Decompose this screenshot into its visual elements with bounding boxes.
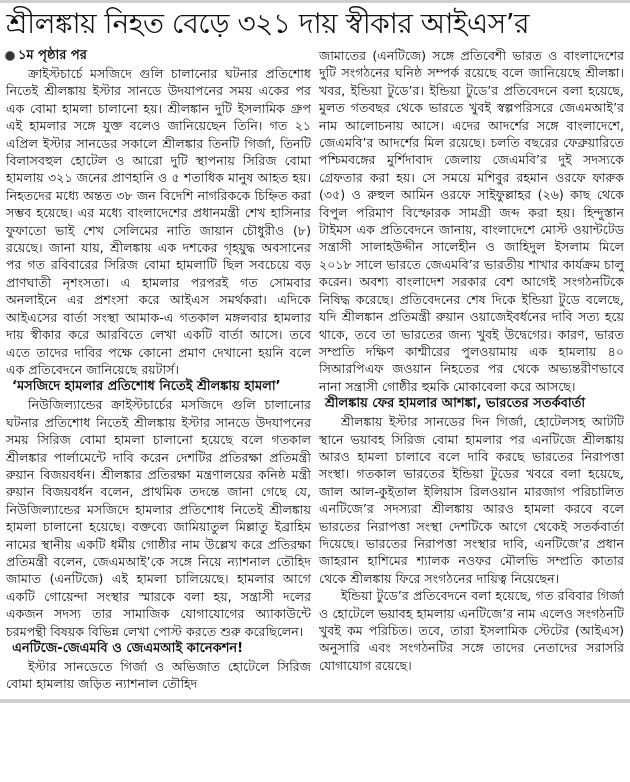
headline: শ্রীলঙ্কায় নিহত বেড়ে ৩২১ দায় স্বীকার আইএস’র: [6, 7, 530, 40]
continued-from-text: ১ম পৃষ্ঠার পর: [18, 48, 87, 63]
left-subhead-1: ‘মসজিদে হামলার প্রতিশোধ নিতেই শ্রীলঙ্কায় হামলা’: [12, 379, 281, 395]
continued-from-label: [6, 47, 311, 65]
right-paragraph-2: শ্রীলঙ্কায় ইস্টার সানডের দিন গির্জা, হোটেলসহ আটটি স্থানে ভয়াবহ সিরিজ বোমা হামলার পর এনটিজে শ্রীলঙ্কায় আরও হামলা চালাবে বলে দাবি করছে ভারতের নিরাপত্তা সংস্থা। গতকাল ভারতের ইন্ডিয়া টুডের খবরে বলা হয়েছে, জাল আল-কুইতাল ইলিয়াস রিলওয়ান মারজাগ পরিচালিত এনটিজে’র সদস্যরা শ্রীলঙ্কায় আরও হামলা করবে বলে ভারতের নিরাপত্তা সংস্থা দেশটিকে আগে থেকেই সতর্কবার্তা দিয়েছে। ভারতের নিরাপত্তা সংস্থার দাবি, এনটিজে’র প্রধান জাহরান হাশিমের শ্যালক নওফর মৌলভি সম্প্রতি কাতার থেকে শ্রীলঙ্কায় ফিরে সংগঠনের দায়িত্ব নিয়েছেন।: [319, 414, 624, 586]
left-column: [6, 47, 311, 693]
bullet-icon: [6, 52, 14, 60]
left-paragraph-1: ক্রাইস্টচার্চে মসজিদে গুলি চালানোর ঘটনার প্রতিশোধ নিতেই শ্রীলঙ্কায় ইস্টার সানডে উদযাপনের সময় একের পর এক বোমা হামলা চালানো হয়। শ্রীলঙ্কান দুটি ইসলামিক গ্রুপ এই হামলার সঙ্গে যুক্ত বলেও জানিয়েছেন তিনি। গত ২১ এপ্রিল ইস্টার সানডের সকালে শ্রীলঙ্কার তিনটি গির্জা, তিনটি বিলাসবহুল হোটেল ও আরো দুটি স্থাপনায় সিরিজ বোমা হামলায় ৩২১ জনের প্রাণহানি ও ৫ শতাধিক মানুষ আহত হয়। নিহতদের মধ্যে অন্তত ৩৮ জন বিদেশি নাগরিককে চিহ্নিত করা সম্ভব হয়েছে। এর মধ্যে বাংলাদেশের প্রধানমন্ত্রী শেখ হাসিনার ফুফাতো ভাই শেখ সেলিমের নাতি জায়ান চৌধুরীও (৮) রয়েছে। জানা যায়, শ্রীলঙ্কায় এক দশকের গৃহযুদ্ধ অবসানের পর গত রবিবারের সিরিজ বোমা হামলাটি ছিল সবচেয়ে বড় প্রাণঘাতী নৃশংসতা। এ হামলার পরপরই গত সোমবার অনলাইনে এর প্রশংসা করে আইএস সমর্থকরা। এদিকে আইএসের বার্তা সংস্থা আমাক-এ গতকাল মঙ্গলবার হামলার দায় স্বীকার করে আরবিতে লেখা একটি বার্তা আসে। তবে এতে তাদের দাবির পক্ষে কোনো প্রমাণ দেখানো হয়নি বলে এক প্রতিবেদনে জানিয়েছে রয়টার্স।: [6, 66, 311, 377]
left-paragraph-2: নিউজিল্যান্ডের ক্রাইস্টচার্চের মসজিদে গুলি চালানোর ঘটনার প্রতিশোধ নিতেই শ্রীলঙ্কায় ইস্টার সানডে উদযাপনের সময় সিরিজ বোমা হামলা চালানো হয়েছে বলে গতকাল শ্রীলঙ্কার পার্লামেন্টে দাবি করেন দেশটির প্রতিরক্ষা প্রতিমন্ত্রী রুয়ান বিজয়বর্ধন। শ্রীলঙ্কার প্রতিরক্ষা মন্ত্রণালয়ের কনিষ্ঠ মন্ত্রী রুয়ান বিজয়বর্ধন বলেন, প্রাথমিক তদন্তে জানা গেছে যে, নিউজিল্যান্ডের মসজিদে হামলার প্রতিশোধ নিতেই শ্রীলঙ্কায় হামলা চালানো হয়েছে। বক্তব্যে জামিয়াতুল মিল্লাতু ইব্রাহিম নামের স্থানীয় একটি ধর্মীয় গোষ্ঠীর নাম উল্লেখ করে প্রতিরক্ষা প্রতিমন্ত্রী বলেন, জেএমআই’কে সঙ্গে নিয়ে ন্যাশনাল তৌহিদ জামাত (এনটিজে) এই হামলা চালিয়েছে। হামলার আগে একটি গোয়েন্দা সংস্থার স্মারকে বলা হয়, সন্ত্রাসী দলের একজন সদস্য তার সামাজিক যোগাযোগের অ্যাকাউন্টে চরমপন্থী বিষয়ক বিভিন্ন লেখা পোস্ট করতে শুরু করেছিলেন।: [6, 397, 311, 639]
right-paragraph-1: জামাতের (এনটিজে) সঙ্গে প্রতিবেশী ভারত ও বাংলাদেশের দুটি সংগঠনের ঘনিষ্ঠ সম্পর্ক রয়েছে বলে জানিয়েছে শ্রীলঙ্কা। খবর, ইন্ডিয়া টুডে’র। ইন্ডিয়া টুডে’র প্রতিবেদনে বলা হয়েছে, মুলত গতবছর থেকে ভারতে খুবই স্বল্পপরিসরে জেএমআই’র নাম আলোচনায় আসে। এদের আদর্শের সঙ্গে বাংলাদেশে, জেএমবি’র আদর্শের মিল রয়েছে। চলতি বছরের ফেব্রুয়ারিতে পশ্চিমবঙ্গের মুর্শিদাবাদ জেলায় জেএমবি’র দুই সদস্যকে গ্রেফতার করা হয়। সে সময়ে মশিবুর রহমান ওরফে ফারুক (৩৫) ও রুহুল আমিন ওরফে সাইফুল্লাহর (২৬) কাছ থেকে বিপুল পরিমাণ বিস্ফোরক সামগ্রী জব্দ করা হয়। হিন্দুস্তান টাইমস এক প্রতিবেদনে জানায়, বাংলাদেশে মোস্ট ওয়ান্টটেড সন্ত্রাসী সালাহউদ্দীন সালেহীন ও জাহিদুল ইসলাম মিলে ২০১৮ সালে ভারতে জেএমবি’র ভারতীয় শাখার কার্যক্রম চালু করেন। অবশ্য বাংলাদেশ সরকার বেশ আগেই সংগঠনটিকে নিষিদ্ধ করেছে। প্রতিবেদনের শেষ দিকে ইন্ডিয়া টুডে বলেছে, যদি শ্রীলঙ্কান প্রতিমন্ত্রী রুয়ান ওয়াজেইবর্ধনের দাবি সত্য হয়ে থাকে, তবে তা ভারতের জন্য খুবই উদ্বেগের। কারণ, ভারত সম্প্রতি দক্ষিণ কাশ্মীরের পুলওয়ামায় এক হামলায় ৪০ সিআরপিএফ জওয়ান নিহতের পর থেকে অভ্যন্তরীণভাবে নানা সন্ত্রাসী গোষ্ঠীর হুমকি মোকাবেলা করে আসছে।: [319, 48, 624, 394]
top-rule: [0, 0, 630, 3]
right-paragraph-3: ইন্ডিয়া টুডে’র প্রতিবেদনে বলা হয়েছে, গত রবিবার গির্জা ও হোটেলে ভয়াবহ হামলায় এনটিজে’র নাম এলেও সংগঠনটি খুবই কম পরিচিত। তবে, তারা ইসলামিক স্টেটের (আইএস) অনুসারি এবং সংগঠনটির সঙ্গে তাদের নেতাদের সরাসরি যোগাযোগ রয়েছে।: [319, 588, 624, 673]
right-subhead-1: শ্রীলঙ্কায় ফের হামলার আশঙ্কা, ভারতের সতর্কবার্তা: [325, 396, 586, 412]
bottom-rule: [0, 699, 630, 703]
article-columns: [6, 47, 624, 693]
left-subhead-2: এনটিজে-জেএমবি ও জেএমআই কানেকশন!: [12, 641, 244, 656]
left-paragraph-3: ইস্টার সানডেতে গির্জা ও অভিজাত হোটেলে সিরিজ বোমা হামলায় জড়িত ন্যাশনাল তৌহিদ: [6, 659, 311, 692]
right-column: [319, 47, 624, 674]
